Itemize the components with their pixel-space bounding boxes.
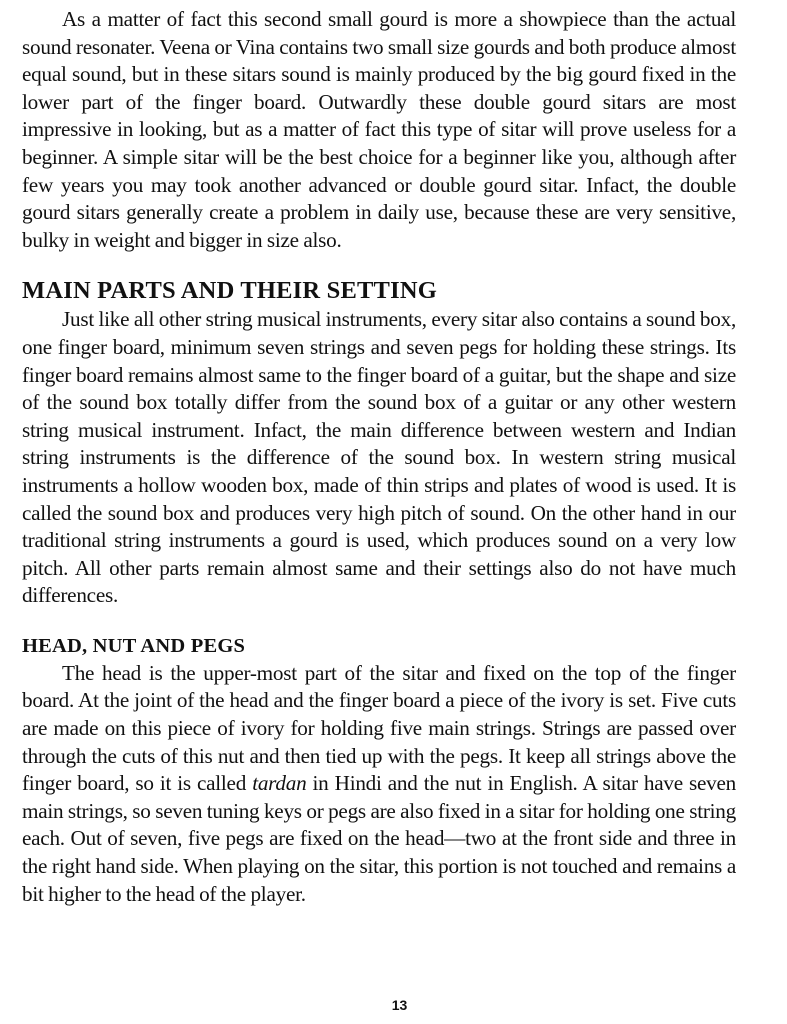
intro-paragraph: As a matter of fact this second small gourd is more a showpiece than the actual sound resonater. Veena or Vina contains two small size gourds and both produce almost equal sound, but in these sitars sound is mainly produced by the big gourd fixed in the lower part of the finger board. Outwardly these double gourd sitars are most impressive in looking, but as a matter of fact this type of sitar will prove useless for a beginner. A simple sitar will be the best choice for a beginner like you, although after few years you may took another advanced or double gourd sitar. Infact, the double gourd sitars generally create a problem in daily use, because these are very sensitive, bulky in weight and bigger in size also.: [22, 7, 736, 252]
section-heading-head-nut-pegs: HEAD, NUT AND PEGS: [22, 634, 246, 657]
paragraph-text-after-term: in Hindi and the nut in English. A sitar have seven main strings, so seven tuning keys or pegs are also fixed in a sitar for holding one string each. Out of seven, five pegs are fixed on the head—two at the front side and three in the right hand side. When playing on the sitar, this portion is not touched and remains a bit higher to the head of the player.: [22, 771, 736, 906]
page-number: 13: [391, 997, 408, 1013]
italic-term-tardan: tardan: [252, 771, 307, 796]
paragraph-text-before-term: The head is the upper-most part of the sitar and fixed on the top of the finger board. At the joint of the head and the finger board a piece of the ivory is set. Five cuts are made on this piece of ivory for holding five main strings. Strings are passed over through the cuts of this nut and then tied up with the pegs. It keep all strings above the finger board, so it is called: [22, 660, 736, 796]
document-page: [22, 6, 736, 908]
section-heading-main-parts: MAIN PARTS AND THEIR SETTING: [22, 277, 437, 305]
main-parts-paragraph: Just like all other string musical instruments, every sitar also contains a sound box, one finger board, minimum seven strings and seven pegs for holding these strings. Its finger board remains almost same to the finger board of a guitar, but the shape and size of the sound box totally differ from the sound box of a guitar or any other western string musical instrument. Infact, the main difference between western and Indian string instruments is the difference of the sound box. In western string musical instruments a hollow wooden box, made of thin strips and plates of wood is used. It is called the sound box and produces very high pitch of sound. On the other hand in our traditional string instruments a gourd is used, which produces sound on a very low pitch. All other parts remain almost same and their settings also do not have much differences.: [22, 307, 737, 608]
head-nut-pegs-paragraph: [22, 660, 736, 908]
